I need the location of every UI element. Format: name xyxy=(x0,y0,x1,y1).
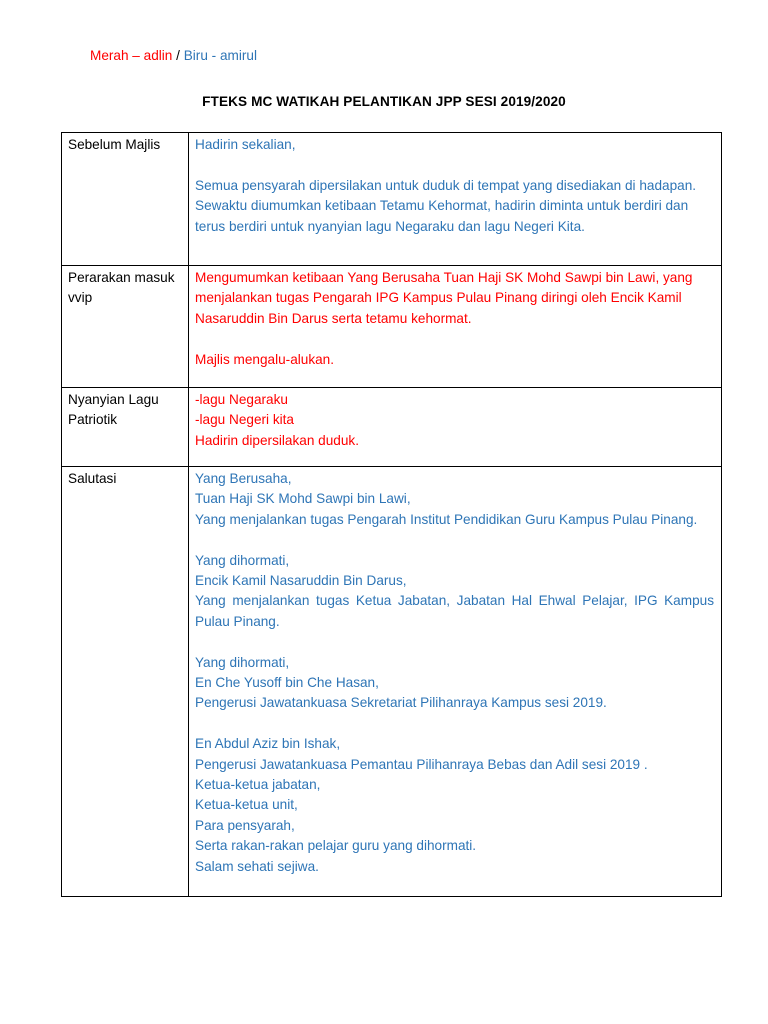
salutation-line: En Che Yusoff bin Che Hasan, xyxy=(195,675,379,691)
legend-separator: / xyxy=(172,48,184,63)
salutation-line: Para pensyarah, xyxy=(195,817,295,833)
mc-script-table xyxy=(61,132,722,897)
row-label: Perarakan masuk vvip xyxy=(62,266,189,388)
list-item: -lagu Negeri kita xyxy=(195,412,294,428)
row-content xyxy=(189,467,722,897)
salutation-line: Yang dihormati, xyxy=(195,552,290,568)
paragraph: Semua pensyarah dipersilakan untuk duduk di tempat yang disediakan di hadapan. Sewaktu diumumkan ketibaan Tetamu Kehormat, hadirin diminta untuk berdiri dan terus berdiri untuk nyanyian lagu Negaraku dan lagu Negeri Kita. xyxy=(195,177,697,234)
list-item: -lagu Negaraku xyxy=(195,392,288,407)
paragraph-gap xyxy=(195,329,714,349)
table-row xyxy=(62,133,722,266)
salutation-line: Pengerusi Jawatankuasa Pemantau Pilihanraya Bebas dan Adil sesi 2019 . xyxy=(195,756,648,772)
paragraph-gap xyxy=(195,632,714,652)
salutation-line: Pengerusi Jawatankuasa Sekretariat Pilihanraya Kampus sesi 2019. xyxy=(195,695,607,711)
table-row xyxy=(62,467,722,897)
row-label: Sebelum Majlis xyxy=(62,133,189,266)
salutation-line: Yang menjalankan tugas Ketua Jabatan, Jabatan Hal Ehwal Pelajar, IPG Kampus Pulau Pinang. xyxy=(195,593,714,629)
paragraph: Hadirin sekalian, xyxy=(195,137,296,152)
row-label: Salutasi xyxy=(62,467,189,897)
salutation-line: Salam sehati sejiwa. xyxy=(195,858,319,874)
paragraph-gap xyxy=(195,530,714,550)
salutation-line: Encik Kamil Nasaruddin Bin Darus, xyxy=(195,573,407,589)
legend-red-label: Merah – adlin xyxy=(90,48,173,63)
salutation-line: Ketua-ketua jabatan, xyxy=(195,777,321,793)
salutation-line: Yang dihormati, xyxy=(195,654,290,670)
paragraph: Mengumumkan ketibaan Yang Berusaha Tuan Haji SK Mohd Sawpi bin Lawi, yang menjalankan tugas Pengarah IPG Kampus Pulau Pinang diringi oleh Encik Kamil Nasaruddin Bin Darus serta tetamu kehormat. xyxy=(195,270,693,326)
row-content xyxy=(189,266,722,388)
row-content xyxy=(189,133,722,266)
table-row xyxy=(62,388,722,467)
document-title: FTEKS MC WATIKAH PELANTIKAN JPP SESI 2019/2020 xyxy=(202,94,566,109)
salutation-line: Serta rakan-rakan pelajar guru yang dihormati. xyxy=(195,838,477,854)
row-label: Nyanyian Lagu Patriotik xyxy=(62,388,189,467)
salutation-line: En Abdul Aziz bin Ishak, xyxy=(195,736,341,752)
salutation-line: Tuan Haji SK Mohd Sawpi bin Lawi, xyxy=(195,491,411,507)
color-legend xyxy=(90,46,257,66)
paragraph-gap xyxy=(195,714,714,734)
salutation-line: Yang Berusaha, xyxy=(195,471,292,486)
list-item: Hadirin dipersilakan duduk. xyxy=(195,432,359,448)
table-row xyxy=(62,266,722,388)
paragraph-gap xyxy=(195,155,714,175)
row-content xyxy=(189,388,722,467)
salutation-line: Ketua-ketua unit, xyxy=(195,797,298,813)
salutation-line: Yang menjalankan tugas Pengarah Institut Pendidikan Guru Kampus Pulau Pinang. xyxy=(195,511,698,527)
paragraph: Majlis mengalu-alukan. xyxy=(195,351,335,367)
legend-blue-label: Biru - amirul xyxy=(183,48,257,63)
